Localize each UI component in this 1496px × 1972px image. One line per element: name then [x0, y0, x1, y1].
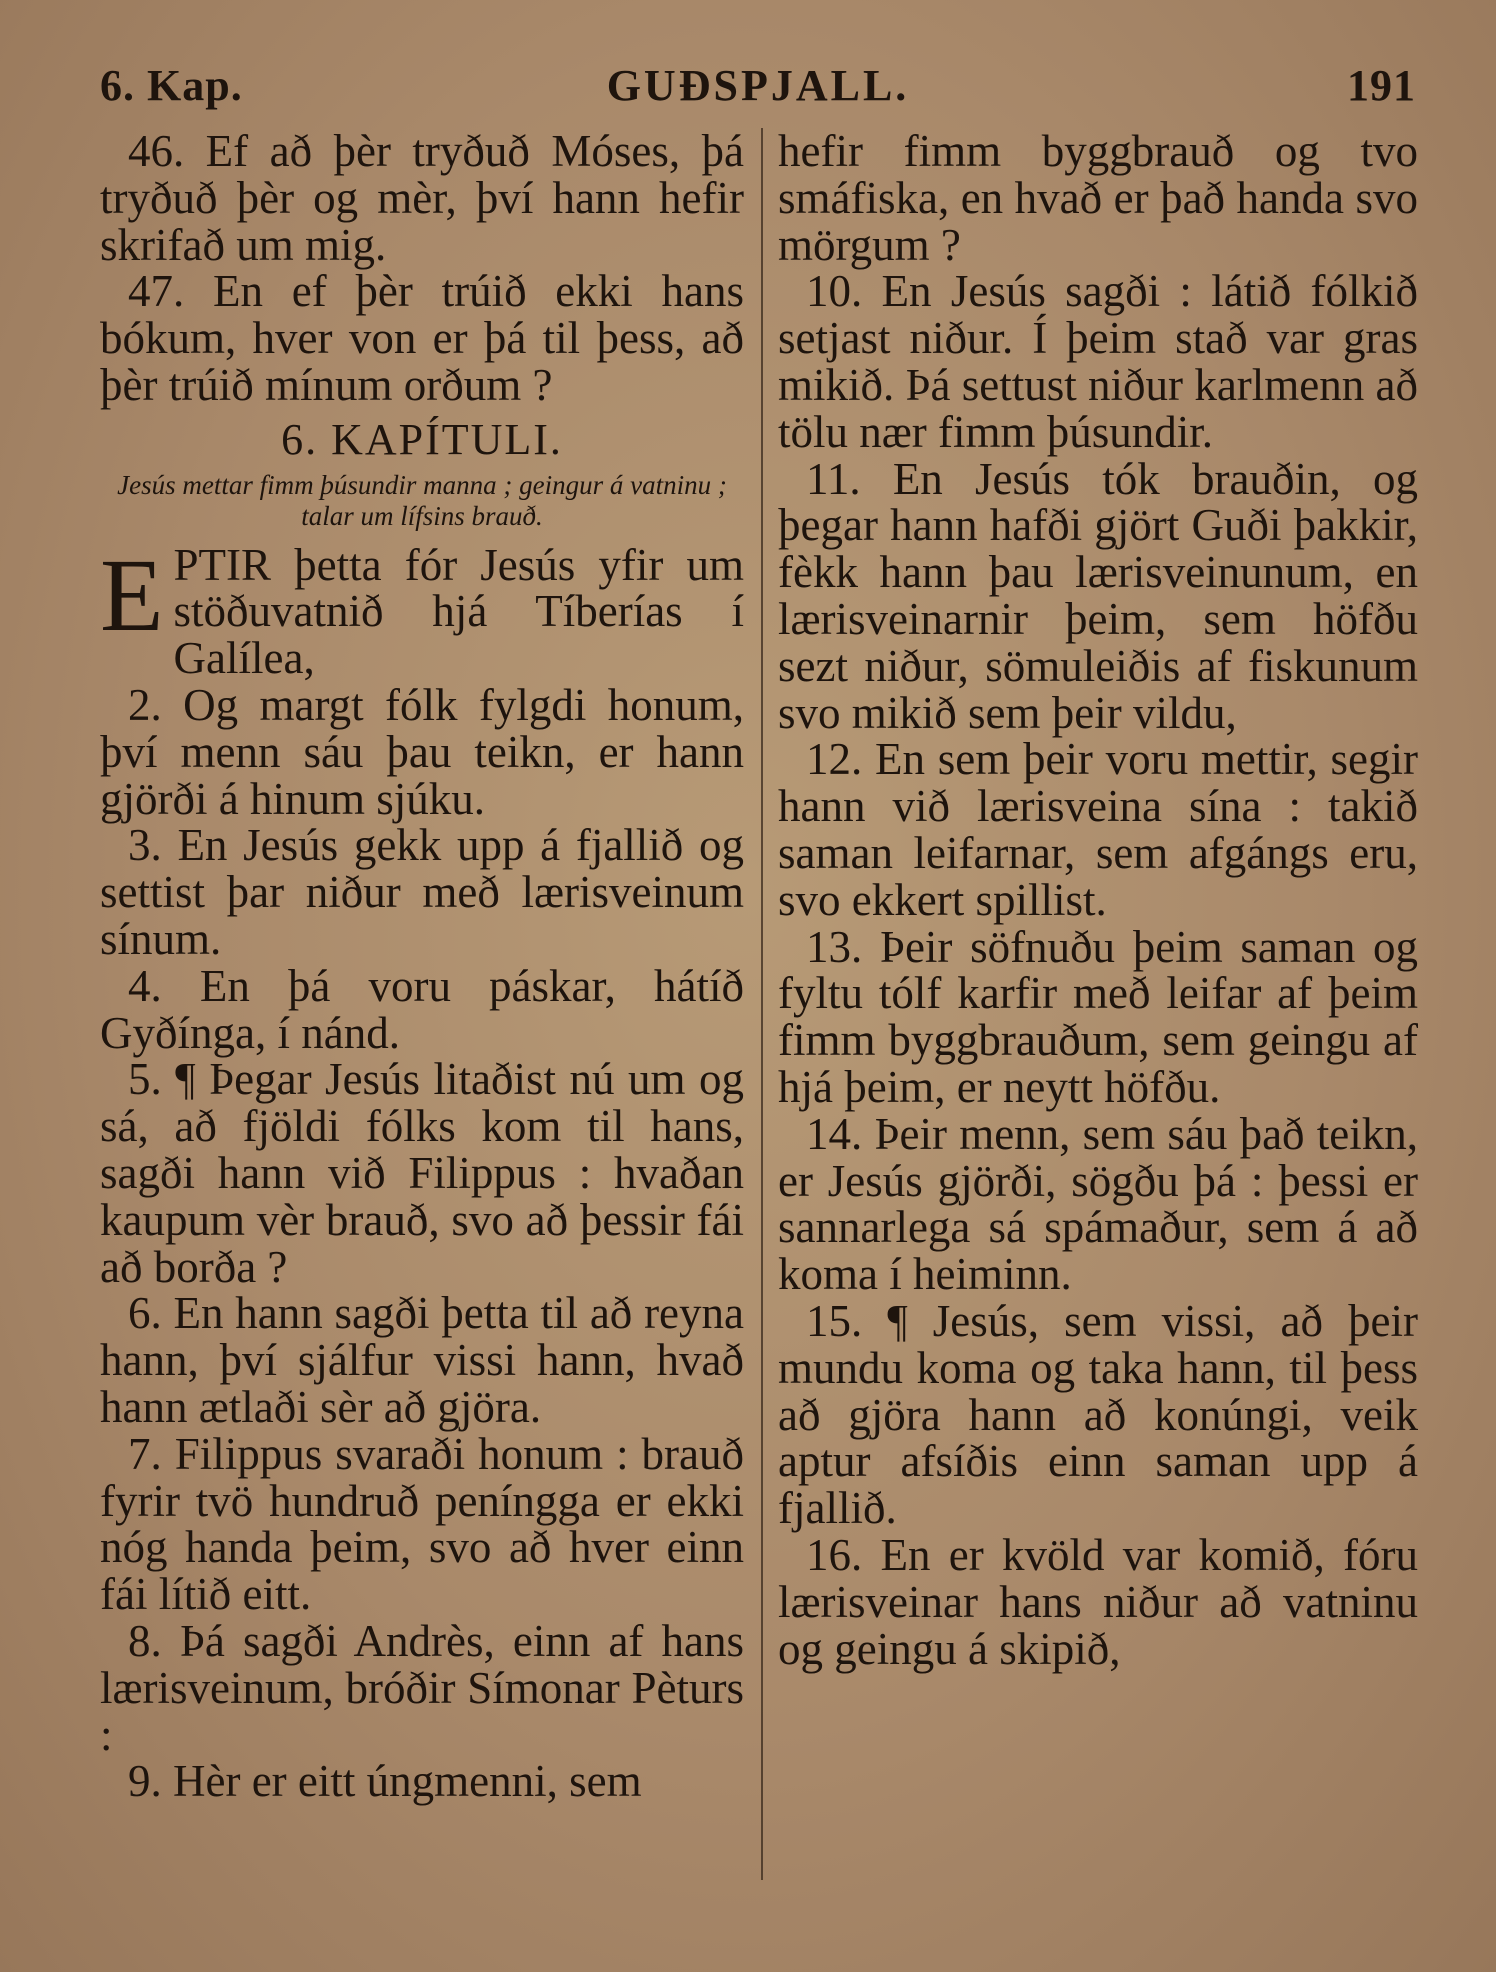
verse-1 [100, 537, 744, 684]
book-title: GUÐSPJALL. [606, 61, 910, 110]
verse-7: 7. Filippus svaraði honum : brauð fyrir tvö hundruð peníngga er ekki nóg handa þeim, svo að hver einn fái lítið eitt. [100, 1428, 744, 1620]
page-number: 191 [1347, 61, 1416, 110]
verse-10: 10. En Jesús sagði : látið fólkið setjast niður. Í þeim stað var gras mikið. Þá settust niður karlmenn að tölu nær fimm þúsundir. [778, 266, 1418, 457]
chapter-label: 6. Kap. [100, 61, 243, 110]
chapter-title: 6. KAPÍTULI. [281, 414, 563, 464]
verse-8: 8. Þá sagði Andrès, einn af hans lærisveinum, bróðir Símonar Pèturs : [100, 1615, 744, 1760]
verse-46: 46. Ef að þèr tryðuð Móses, þá tryðuð þèr og mèr, því hann hefir skrifað um mig. [100, 126, 744, 270]
verse-47: 47. En ef þèr trúið ekki hans bókum, hver von er þá til þess, að þèr trúið mínum orðum ? [100, 266, 744, 410]
verse-15: 15. ¶ Jesús, sem vissi, að þeir mundu koma og taka hann, til þess að gjöra hann að konúngi, veik aptur afsíðis einn saman upp á fjallið. [778, 1295, 1418, 1534]
verse-13: 13. Þeir söfnuðu þeim saman og fyltu tólf karfir með leifar af þeim fimm byggbrauðum, sem geingu af hjá þeim, er neytt höfðu. [778, 921, 1418, 1112]
verse-16: 16. En er kvöld var komið, fóru lærisveinar hans niður að vatninu og geingu á skipið, [778, 1529, 1418, 1674]
verse-5: 5. ¶ Þegar Jesús litaðist nú um og sá, að fjöldi fólks kom til hans, sagði hann við Filippus : hvaðan kaupum vèr brauð, svo að þessir fái að borða ? [100, 1054, 744, 1292]
verse-3: 3. En Jesús gekk upp á fjallið og settist þar niður með lærisveinum sínum. [100, 820, 744, 964]
verse-1-smallcaps: PTIR [173, 539, 272, 590]
verse-1-text: þetta fór Jesús yfir um stöðuvatnið hjá Tíberías í Galílea, [173, 539, 744, 684]
verse-9-continuation: hefir fimm byggbrauð og tvo smáfiska, en hvað er það handa svo mörgum ? [778, 126, 1418, 270]
verse-9: 9. Hèr er eitt úngmenni, sem [128, 1756, 642, 1807]
column-divider [761, 128, 763, 1880]
verse-12: 12. En sem þeir voru mettir, segir hann við lærisveina sína : takið saman leifarnar, sem afgángs eru, svo ekkert spillist. [778, 734, 1418, 925]
chapter-summary: Jesús mettar fimm þúsundir manna ; geingur á vatninu ; talar um lífsins brauð. [117, 469, 727, 531]
page-header [100, 60, 1416, 120]
verse-11: 11. En Jesús tók brauðin, og þegar hann hafði gjört Guði þakkir, fèkk hann þau lærisveinunum, en lærisveinarnir þeim, sem höfðu sezt niður, sömuleiðis af fiskunum svo mikið sem þeir vildu, [778, 453, 1418, 738]
verse-14: 14. Þeir menn, sem sáu það teikn, er Jesús gjörði, sögðu þá : þessi er sannarlega sá spámaður, sem á að koma í heiminn. [778, 1108, 1418, 1300]
verse-4: 4. En þá voru páskar, hátíð Gyðínga, í nánd. [100, 960, 744, 1058]
verse-2: 2. Og margt fólk fylgdi honum, því menn sáu þau teikn, er hann gjörði á hinum sjúku. [100, 679, 744, 824]
verse-6: 6. En hann sagði þetta til að reyna hann, því sjálfur vissi hann, hvað hann ætlaði sèr að gjöra. [100, 1288, 744, 1432]
right-column [778, 128, 1418, 1880]
drop-cap: E [100, 537, 164, 653]
left-column [100, 128, 744, 1880]
